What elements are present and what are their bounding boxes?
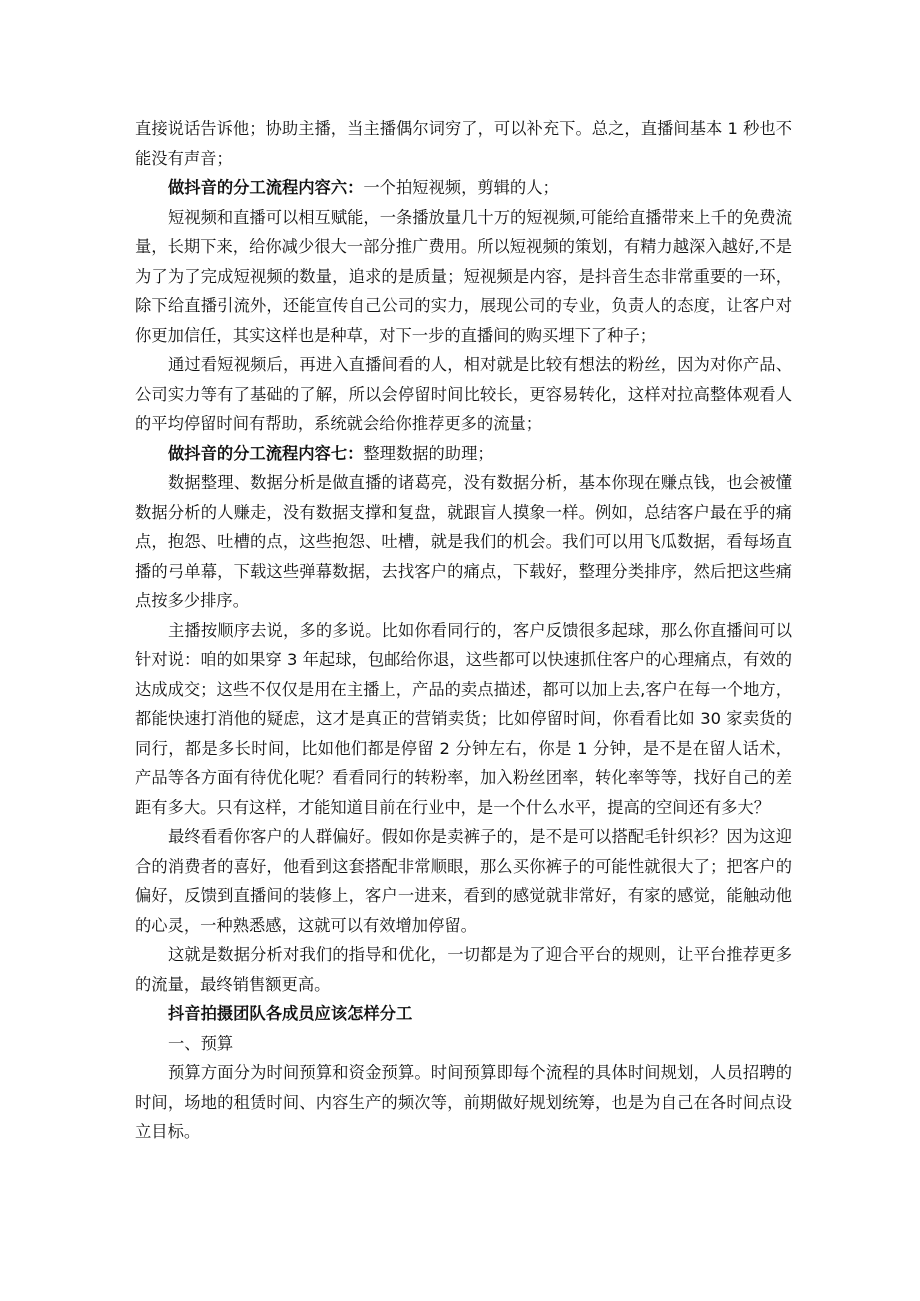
paragraph-continued — [135, 114, 792, 173]
paragraph-text: 一个拍短视频，剪辑的人； — [363, 178, 559, 197]
paragraph-data-analysis — [135, 468, 792, 616]
paragraph-text: 预算方面分为时间预算和资金预算。时间预算即每个流程的具体时间规划，人员招聘的时间，场地的租赁时间、内容生产的频次等，前期做好规划统筹，也是为自己在各时间点设立目标。 — [135, 1063, 792, 1141]
paragraph-viewer-retention — [135, 350, 792, 439]
paragraph-step-six — [135, 173, 792, 203]
paragraph-text: 这就是数据分析对我们的指导和优化，一切都是为了迎合平台的规则，让平台推荐更多的流量，最终销售额更高。 — [135, 945, 792, 994]
paragraph-text: 短视频和直播可以相互赋能，一条播放量几十万的短视频,可能给直播带来上千的免费流量，长期下来，给你减少很大一部分推广费用。所以短视频的策划，有精力越深入越好,不是为了为了完成短视频的数量，追求的是质量；短视频是内容，是抖音生态非常重要的一环，除下给直播引流外，还能宣传自己公司的实力，展现公司的专业，负责人的态度，让客户对你更加信任，其实这样也是种草，对下一步的直播间的购买埋下了种子； — [135, 207, 792, 345]
paragraph-text: 最终看看你客户的人群偏好。假如你是卖裤子的，是不是可以搭配毛针织衫？因为这迎合的消费者的喜好，他看到这套搭配非常顺眼，那么买你裤子的可能性就很大了；把客户的偏好，反馈到直播间的装修上，客户一进来，看到的感觉就非常好，有家的感觉，能触动他的心灵，一种熟悉感，这就可以有效增加停留。 — [135, 827, 792, 935]
paragraph-customer-preference — [135, 822, 792, 940]
paragraph-heading-step-six: 做抖音的分工流程内容六： — [168, 178, 364, 197]
paragraph-step-seven — [135, 439, 792, 469]
subheading-text: 一、预算 — [168, 1033, 234, 1053]
paragraph-text: 直接说话告诉他；协助主播，当主播偶尔词穷了，可以补充下。总之，直播间基本 1 秒也不能没有声音； — [135, 119, 792, 168]
paragraph-budget — [135, 1058, 792, 1147]
section-heading-team-division — [135, 999, 792, 1029]
paragraph-text: 通过看短视频后，再进入直播间看的人，相对就是比较有想法的粉丝，因为对你产品、公司实力等有了基础的了解，所以会停留时间比较长，更容易转化，这样对拉高整体观看人的平均停留时间有帮助，系统就会给你推荐更多的流量； — [135, 355, 792, 433]
document-body — [135, 114, 792, 1147]
paragraph-text: 主播按顺序去说，多的多说。比如你看同行的，客户反馈很多起球，那么你直播间可以针对说：咱的如果穿 3 年起球，包邮给你退，这些都可以快速抓住客户的心理痛点，有效的达成成交；这些不仅仅是用在主播上，产品的卖点描述，都可以加上去,客户在每一个地方，都能快速打消他的疑虑，这才是真正的营销卖货；比如停留时间，你看看比如 30 家卖货的同行，都是多长时间，比如他们都是停留 2 分钟左右，你是 1 分钟，是不是在留人话术，产品等各方面有待优化呢？看看同行的转粉率，加入粉丝团率，转化率等等，找好自己的差距有多大。只有这样，才能知道目前在行业中，是一个什么水平，提高的空间还有多大？ — [135, 620, 792, 817]
paragraph-text: 数据整理、数据分析是做直播的诸葛亮，没有数据分析，基本你现在赚点钱，也会被懂数据分析的人赚走，没有数据支撑和复盘，就跟盲人摸象一样。例如，总结客户最在乎的痛点，抱怨、吐槽的点，这些抱怨、吐槽，就是我们的机会。我们可以用飞瓜数据，看每场直播的弓单幕，下载这些弹幕数据，去找客户的痛点，下载好，整理分类排序，然后把这些痛点按多少排序。 — [135, 473, 792, 610]
subheading-budget — [135, 1029, 792, 1059]
paragraph-summary — [135, 940, 792, 999]
section-heading-text: 抖音拍摄团队各成员应该怎样分工 — [168, 1004, 413, 1023]
paragraph-text: 整理数据的助理； — [363, 443, 494, 463]
paragraph-host-order — [135, 616, 792, 823]
paragraph-short-video — [135, 203, 792, 351]
paragraph-heading-step-seven: 做抖音的分工流程内容七： — [168, 443, 364, 463]
